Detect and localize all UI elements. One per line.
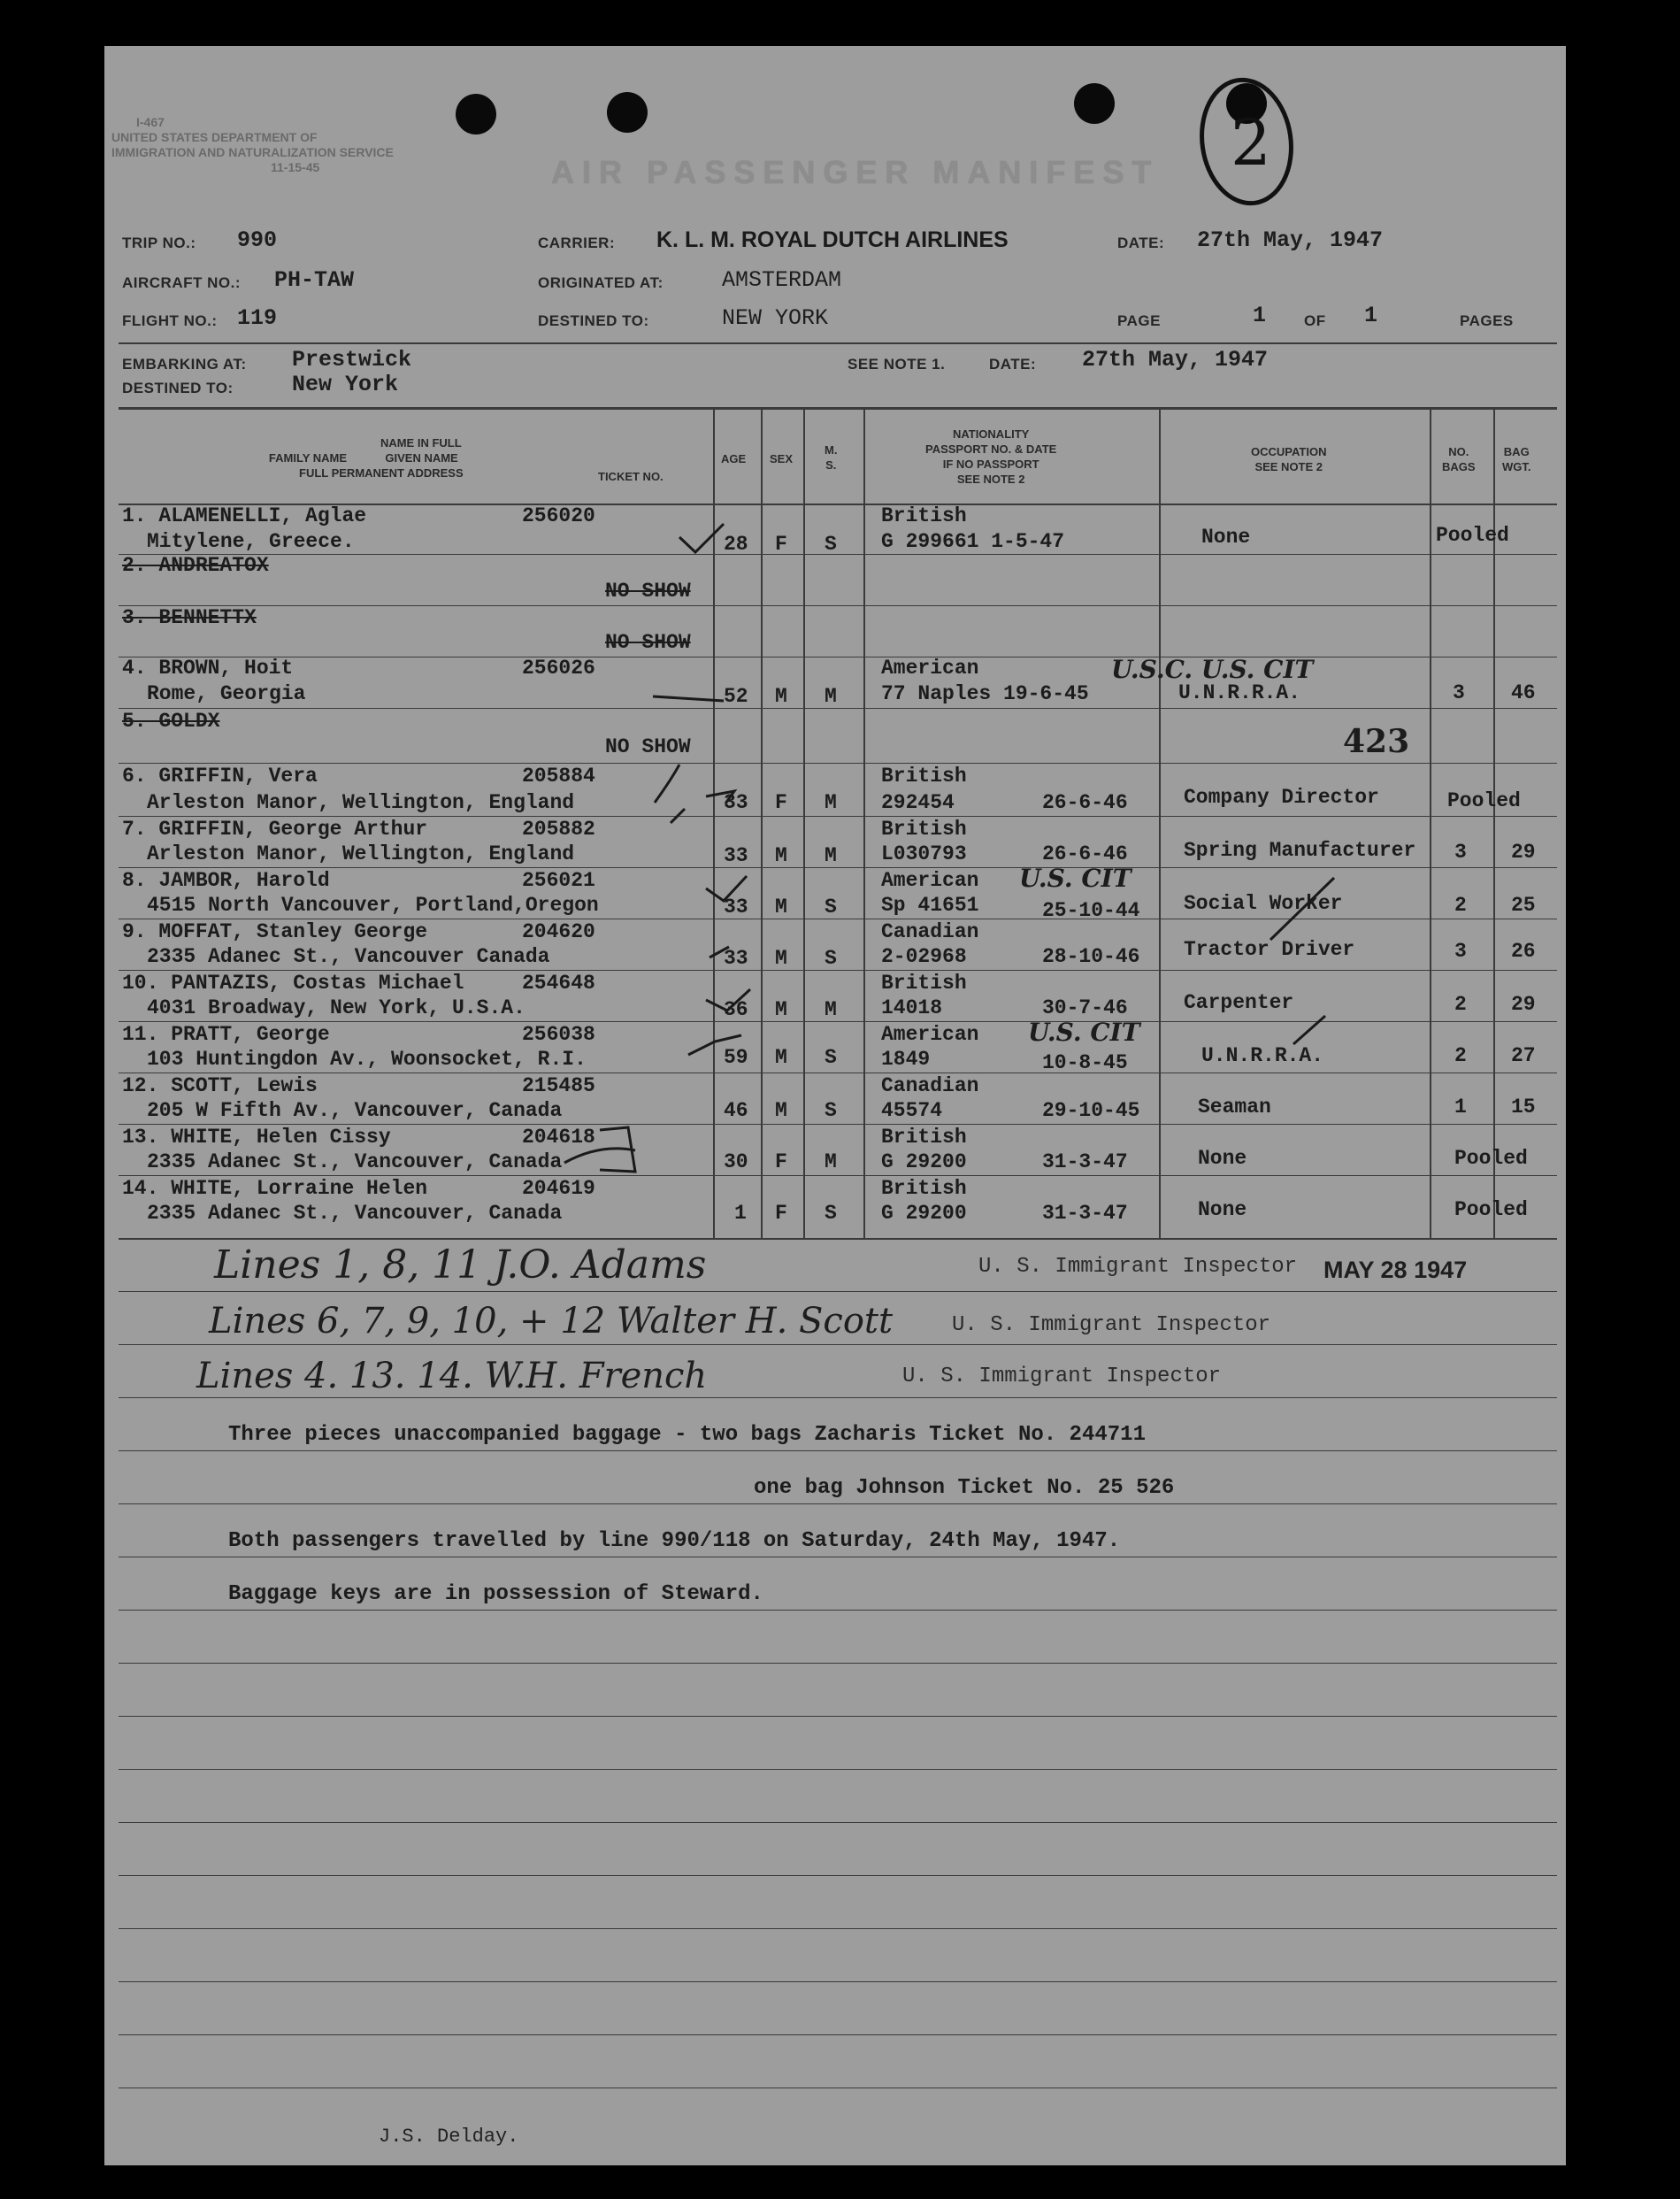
inspector-title-1: U. S. Immigrant Inspector xyxy=(978,1255,1298,1279)
row-13-passport: G 29200 xyxy=(881,1150,967,1173)
row-10-passport-date: 30-7-46 xyxy=(1042,996,1128,1019)
row-6-age: 33 xyxy=(724,791,748,814)
row-11-address: 103 Huntingdon Av., Woonsocket, R.I. xyxy=(147,1048,587,1071)
row-11-weight: 27 xyxy=(1511,1044,1536,1067)
row-4-occupation: U.N.R.R.A. xyxy=(1178,681,1301,704)
inspector-signature-2: Lines 6, 7, 9, 10, + 12 Walter H. Scott xyxy=(209,1301,894,1342)
destined-to-label: DESTINED TO: xyxy=(538,312,649,329)
row-11-sex: M xyxy=(775,1046,787,1069)
aircraft-no-label: AIRCRAFT NO.: xyxy=(122,274,241,291)
ruled-line xyxy=(119,1928,1557,1929)
row-12-sex: M xyxy=(775,1099,787,1122)
date-label: DATE: xyxy=(1117,235,1165,251)
row-9-bags: 3 xyxy=(1454,940,1467,963)
header-no-bags: NO. BAGS xyxy=(1442,445,1476,473)
row-11-name: 11. PRATT, George xyxy=(122,1023,330,1046)
row-8-ticket: 256021 xyxy=(522,869,595,892)
page-number-handwritten: 2 xyxy=(1231,105,1271,180)
of-label: OF xyxy=(1304,312,1326,329)
row-3-status: NO SHOW xyxy=(605,631,691,654)
row-9-ticket: 204620 xyxy=(522,920,595,943)
row-8-name: 8. JAMBOR, Harold xyxy=(122,869,330,892)
date-value-2: 27th May, 1947 xyxy=(1082,347,1269,373)
row-8-address: 4515 North Vancouver, Portland,Oregon xyxy=(147,894,599,917)
row-12-passport: 45574 xyxy=(881,1099,943,1122)
row-11-bags: 2 xyxy=(1454,1044,1467,1067)
row-5-name: 5. GOLDX xyxy=(122,710,220,733)
row-7-weight: 29 xyxy=(1511,841,1536,864)
row-1-occupation: None xyxy=(1201,526,1251,549)
row-2-status: NO SHOW xyxy=(605,580,691,603)
baggage-note-line-1: Three pieces unaccompanied baggage - two bags Zacharis Ticket No. 244711 xyxy=(228,1423,1146,1447)
row-5-handwritten-number: 423 xyxy=(1343,723,1410,760)
ruled-line xyxy=(119,1822,1557,1823)
row-6-name: 6. GRIFFIN, Vera xyxy=(122,765,318,788)
row-12-occupation: Seaman xyxy=(1198,1096,1271,1119)
row-9-passport: 2-02968 xyxy=(881,945,967,968)
row-9-name: 9. MOFFAT, Stanley George xyxy=(122,920,428,943)
row-14-ticket: 204619 xyxy=(522,1177,595,1200)
ruled-line xyxy=(119,1663,1557,1664)
pages-label: PAGES xyxy=(1460,312,1514,329)
row-8-sex: M xyxy=(775,896,787,919)
row-1-address: Mitylene, Greece. xyxy=(147,530,355,553)
row-7-nationality: British xyxy=(881,818,967,841)
row-6-passport-date: 26-6-46 xyxy=(1042,791,1128,814)
row-3-name: 3. BENNETTX xyxy=(122,606,257,629)
page-value: 1 xyxy=(1253,303,1267,328)
row-4-citizenship-annotation: U.S.C. U.S. CIT xyxy=(1111,655,1314,684)
inspector-signature-3: Lines 4. 13. 14. W.H. French xyxy=(196,1356,708,1396)
row-1-ticket: 256020 xyxy=(522,504,595,527)
row-13-ticket: 204618 xyxy=(522,1126,595,1149)
embarking-at-value: Prestwick xyxy=(292,347,412,373)
row-10-sex: M xyxy=(775,998,787,1021)
row-9-nationality: Canadian xyxy=(881,920,979,943)
row-10-bags: 2 xyxy=(1454,993,1467,1016)
row-13-sex: F xyxy=(775,1150,787,1173)
row-9-address: 2335 Adanec St., Vancouver Canada xyxy=(147,945,550,968)
row-11-citizenship-annotation: U.S. CIT xyxy=(1028,1018,1140,1047)
row-6-passport: 292454 xyxy=(881,791,955,814)
row-4-age: 52 xyxy=(724,685,748,708)
row-13-name: 13. WHITE, Helen Cissy xyxy=(122,1126,391,1149)
row-10-nationality: British xyxy=(881,972,967,995)
row-1-name: 1. ALAMENELLI, Aglae xyxy=(122,504,367,527)
row-7-bags: 3 xyxy=(1454,841,1467,864)
row-12-passport-date: 29-10-45 xyxy=(1042,1099,1140,1122)
page-label: PAGE xyxy=(1117,312,1161,329)
ruled-line xyxy=(119,1344,1557,1345)
row-10-address: 4031 Broadway, New York, U.S.A. xyxy=(147,996,525,1019)
flight-no-label: FLIGHT NO.: xyxy=(122,312,218,329)
page-title: AIR PASSENGER MANIFEST xyxy=(551,154,1160,190)
header-marital-status: M. S. xyxy=(825,443,838,472)
row-14-bags: Pooled xyxy=(1454,1198,1528,1221)
row-4-ticket: 256026 xyxy=(522,657,595,680)
row-6-occupation: Company Director xyxy=(1184,786,1379,809)
row-7-passport-date: 26-6-46 xyxy=(1042,842,1128,865)
row-14-passport-date: 31-3-47 xyxy=(1042,1202,1128,1225)
row-1-passport: G 299661 1-5-47 xyxy=(881,530,1065,553)
row-11-passport: 1849 xyxy=(881,1048,931,1071)
row-13-occupation: None xyxy=(1198,1147,1247,1170)
row-11-occupation: U.N.R.R.A. xyxy=(1201,1044,1324,1067)
header-sex: SEX xyxy=(770,452,794,465)
row-7-age: 33 xyxy=(724,844,748,867)
row-8-passport: Sp 41651 xyxy=(881,894,979,917)
destined-to-value: NEW YORK xyxy=(722,305,829,331)
row-1-bags: Pooled xyxy=(1436,524,1509,547)
row-10-occupation: Carpenter xyxy=(1184,991,1294,1014)
ruled-line xyxy=(119,1503,1557,1504)
carrier-label: CARRIER: xyxy=(538,235,616,251)
row-4-address: Rome, Georgia xyxy=(147,682,306,705)
row-4-passport: 77 Naples 19-6-45 xyxy=(881,682,1089,705)
row-13-age: 30 xyxy=(724,1150,748,1173)
date-value: 27th May, 1947 xyxy=(1197,227,1384,253)
row-4-weight: 46 xyxy=(1511,681,1536,704)
ruled-line xyxy=(119,1450,1557,1451)
row-6-ms: M xyxy=(825,791,837,814)
row-8-nationality: American xyxy=(881,869,979,892)
row-14-sex: F xyxy=(775,1202,787,1225)
row-14-name: 14. WHITE, Lorraine Helen xyxy=(122,1177,428,1200)
row-9-age: 33 xyxy=(724,947,748,970)
footer-initials: J.S. Delday. xyxy=(379,2126,519,2148)
row-9-passport-date: 28-10-46 xyxy=(1042,945,1140,968)
ruled-line xyxy=(119,1610,1557,1611)
row-8-citizenship-annotation: U.S. CIT xyxy=(1019,864,1132,893)
row-8-weight: 25 xyxy=(1511,894,1536,917)
row-8-passport-date: 25-10-44 xyxy=(1042,899,1140,922)
ruled-line xyxy=(119,1397,1557,1398)
row-8-ms: S xyxy=(825,896,837,919)
row-11-ms: S xyxy=(825,1046,837,1069)
header-bag-weight: BAG WGT. xyxy=(1502,445,1531,473)
row-8-age: 33 xyxy=(724,896,748,919)
date-label-2: DATE: xyxy=(989,356,1037,373)
originated-at-label: ORIGINATED AT: xyxy=(538,274,664,291)
row-14-ms: S xyxy=(825,1202,837,1225)
ruled-line xyxy=(119,2034,1557,2035)
row-14-age: 1 xyxy=(734,1202,747,1225)
row-8-occupation: Social Worker xyxy=(1184,892,1343,915)
header-occupation: OCCUPATION SEE NOTE 2 xyxy=(1251,445,1327,473)
row-7-name: 7. GRIFFIN, George Arthur xyxy=(122,818,428,841)
trip-no-value: 990 xyxy=(237,227,278,253)
row-5-status: NO SHOW xyxy=(605,735,691,758)
row-10-weight: 29 xyxy=(1511,993,1536,1016)
see-note-1-label: SEE NOTE 1. xyxy=(848,356,946,373)
row-10-ticket: 254648 xyxy=(522,972,595,995)
row-12-ticket: 215485 xyxy=(522,1074,595,1097)
ruled-line xyxy=(119,1291,1557,1292)
row-2-name: 2. ANDREATOX xyxy=(122,554,269,577)
row-11-nationality: American xyxy=(881,1023,979,1046)
row-8-bags: 2 xyxy=(1454,894,1467,917)
aircraft-no-value: PH-TAW xyxy=(274,267,355,293)
handwritten-check-marks xyxy=(104,46,1566,1285)
row-9-ms: S xyxy=(825,947,837,970)
row-1-age: 28 xyxy=(724,533,748,556)
row-7-sex: M xyxy=(775,844,787,867)
carrier-value: K. L. M. ROYAL DUTCH AIRLINES xyxy=(656,227,1009,252)
row-4-ms: M xyxy=(825,685,837,708)
row-13-ms: M xyxy=(825,1150,837,1173)
ruled-line xyxy=(119,1981,1557,1982)
row-4-nationality: American xyxy=(881,657,979,680)
baggage-note-line-4: Baggage keys are in possession of Steward. xyxy=(228,1582,763,1606)
row-4-bags: 3 xyxy=(1453,681,1465,704)
row-7-address: Arleston Manor, Wellington, England xyxy=(147,842,575,865)
inspector-title-3: U. S. Immigrant Inspector xyxy=(902,1365,1222,1388)
row-13-bags: Pooled xyxy=(1454,1147,1528,1170)
header-ticket-no: TICKET NO. xyxy=(598,470,664,483)
row-7-ms: M xyxy=(825,844,837,867)
row-6-sex: F xyxy=(775,791,787,814)
originated-at-value: AMSTERDAM xyxy=(722,267,842,293)
row-7-passport: L030793 xyxy=(881,842,967,865)
row-13-address: 2335 Adanec St., Vancouver, Canada xyxy=(147,1150,563,1173)
row-4-name: 4. BROWN, Hoit xyxy=(122,657,294,680)
row-13-passport-date: 31-3-47 xyxy=(1042,1150,1128,1173)
row-12-bags: 1 xyxy=(1454,1096,1467,1119)
manifest-page xyxy=(104,46,1566,2165)
ruled-line xyxy=(119,1716,1557,1717)
header-name: NAME IN FULL FAMILY NAME GIVEN NAME FULL PERMANENT ADDRESS xyxy=(268,436,464,480)
inspection-date-stamp: MAY 28 1947 xyxy=(1323,1257,1468,1283)
row-9-weight: 26 xyxy=(1511,940,1536,963)
row-10-age: 36 xyxy=(724,998,748,1021)
row-13-nationality: British xyxy=(881,1126,967,1149)
baggage-note-line-2: one bag Johnson Ticket No. 25 526 xyxy=(754,1476,1175,1500)
destined-to-label-2: DESTINED TO: xyxy=(122,380,234,396)
flight-no-value: 119 xyxy=(237,305,278,331)
row-12-address: 205 W Fifth Av., Vancouver, Canada xyxy=(147,1099,563,1122)
row-11-ticket: 256038 xyxy=(522,1023,595,1046)
row-14-passport: G 29200 xyxy=(881,1202,967,1225)
row-7-occupation: Spring Manufacturer xyxy=(1184,839,1416,862)
row-7-ticket: 205882 xyxy=(522,818,595,841)
row-11-passport-date: 10-8-45 xyxy=(1042,1051,1128,1074)
row-6-bags: Pooled xyxy=(1447,789,1521,812)
header-nationality: NATIONALITY PASSPORT NO. & DATE IF NO PASSPORT SEE NOTE 2 xyxy=(925,427,1057,486)
row-11-age: 59 xyxy=(724,1046,748,1069)
row-4-sex: M xyxy=(775,685,787,708)
row-12-age: 46 xyxy=(724,1099,748,1122)
row-10-passport: 14018 xyxy=(881,996,943,1019)
inspector-signature-1: Lines 1, 8, 11 J.O. Adams xyxy=(214,1242,707,1288)
trip-no-label: TRIP NO.: xyxy=(122,235,196,251)
row-12-name: 12. SCOTT, Lewis xyxy=(122,1074,318,1097)
form-stamp: I-467 UNITED STATES DEPARTMENT OF IMMIGRATION AND NATURALIZATION SERVICE 11-15-45 xyxy=(111,115,394,174)
row-1-ms: S xyxy=(825,533,837,556)
row-9-occupation: Tractor Driver xyxy=(1184,938,1355,961)
row-10-ms: M xyxy=(825,998,837,1021)
ruled-line xyxy=(119,1875,1557,1876)
row-10-name: 10. PANTAZIS, Costas Michael xyxy=(122,972,464,995)
row-6-nationality: British xyxy=(881,765,967,788)
embarking-at-label: EMBARKING AT: xyxy=(122,356,247,373)
inspector-title-2: U. S. Immigrant Inspector xyxy=(952,1313,1271,1337)
row-9-sex: M xyxy=(775,947,787,970)
row-12-weight: 15 xyxy=(1511,1096,1536,1119)
row-12-ms: S xyxy=(825,1099,837,1122)
destined-to-value-2: New York xyxy=(292,372,399,397)
ruled-line xyxy=(119,1769,1557,1770)
header-age: AGE xyxy=(721,452,747,465)
row-12-nationality: Canadian xyxy=(881,1074,979,1097)
baggage-note-line-3: Both passengers travelled by line 990/118 on Saturday, 24th May, 1947. xyxy=(228,1529,1121,1553)
row-14-nationality: British xyxy=(881,1177,967,1200)
row-14-address: 2335 Adanec St., Vancouver, Canada xyxy=(147,1202,563,1225)
row-14-occupation: None xyxy=(1198,1198,1247,1221)
row-6-ticket: 205884 xyxy=(522,765,595,788)
pages-total-value: 1 xyxy=(1364,303,1378,328)
row-6-address: Arleston Manor, Wellington, England xyxy=(147,791,575,814)
row-1-nationality: British xyxy=(881,504,967,527)
row-1-sex: F xyxy=(775,533,787,556)
